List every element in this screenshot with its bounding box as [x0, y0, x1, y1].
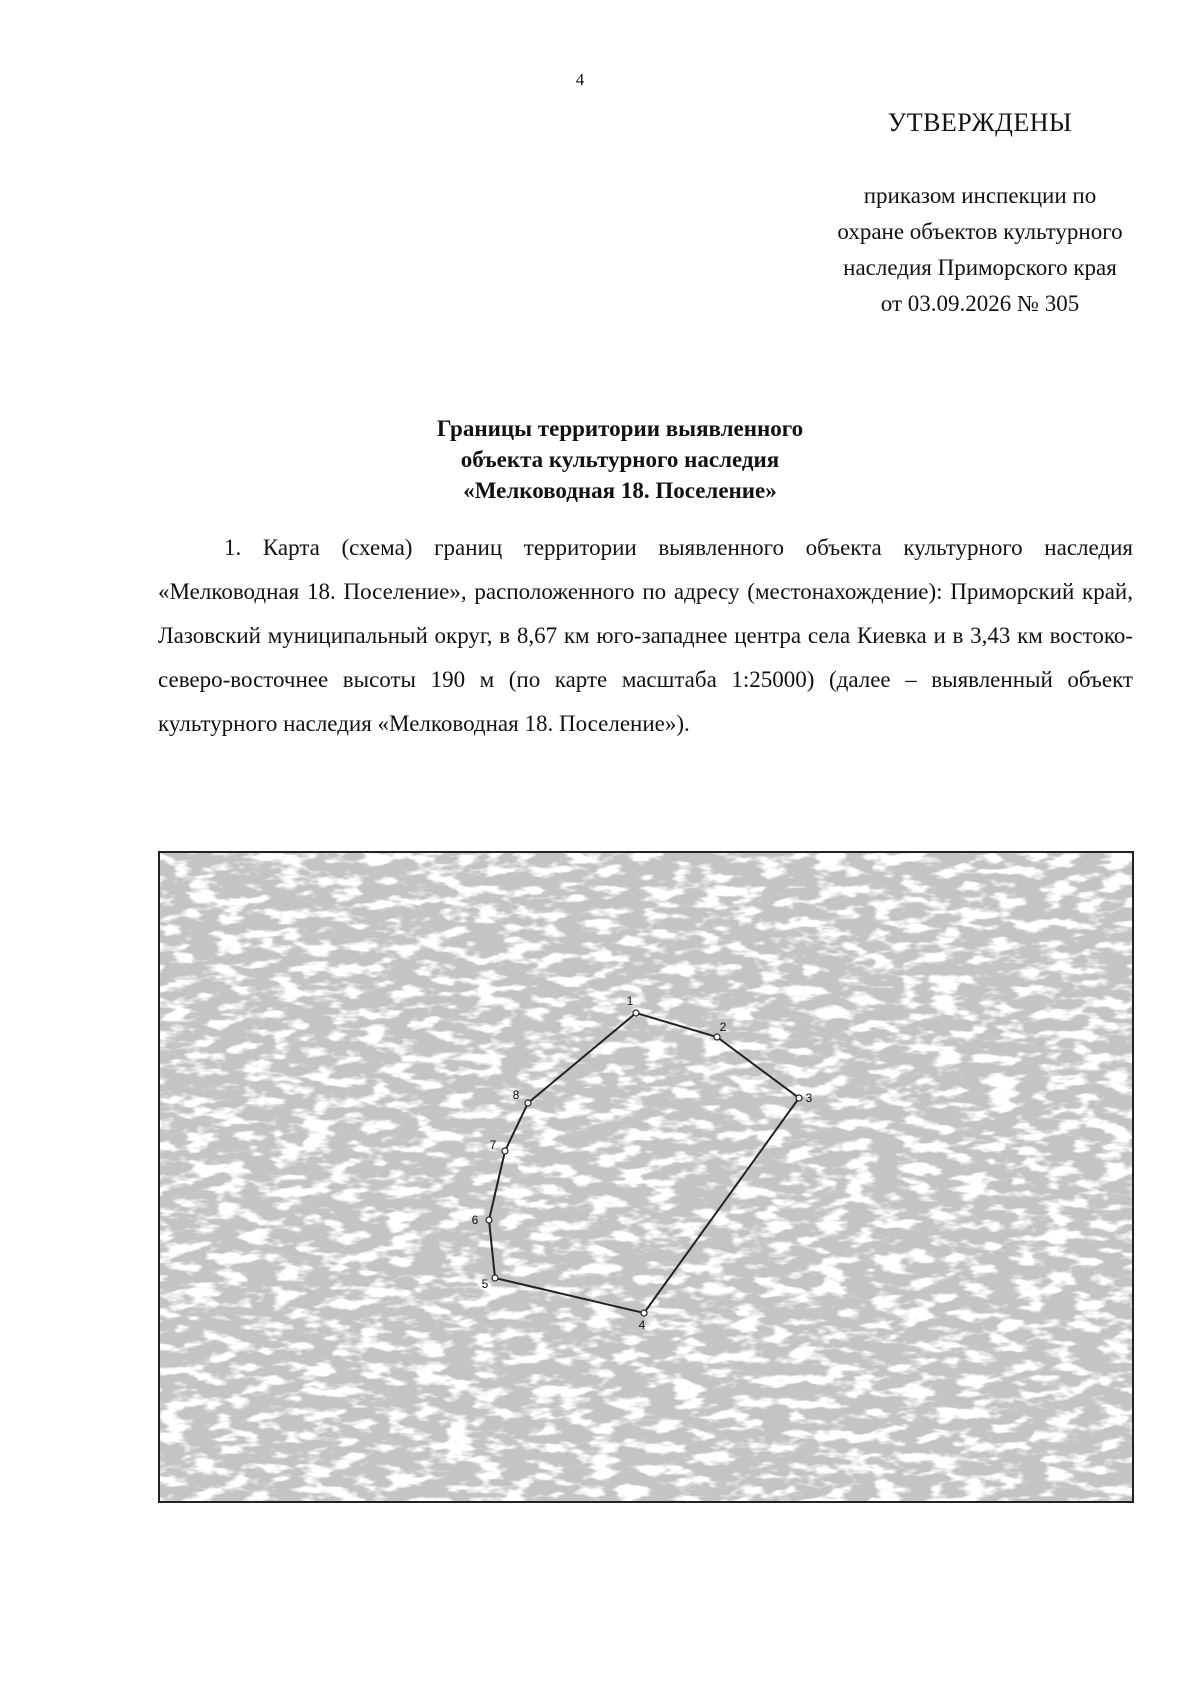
vertex-point-1 [633, 1010, 639, 1016]
vertex-point-4 [641, 1310, 647, 1316]
approval-lines [790, 178, 1170, 322]
approval-line: наследия Приморского края [843, 255, 1117, 280]
vertex-label-2: 2 [719, 1020, 727, 1034]
vertex-point-6 [486, 1217, 492, 1223]
approval-title: УТВЕРЖДЕНЫ [887, 108, 1073, 137]
vertex-label-3: 3 [805, 1091, 813, 1105]
document-title [300, 413, 940, 506]
title-line: Границы территории выявленного [436, 416, 804, 441]
vertex-point-8 [525, 1100, 531, 1106]
boundary-map-svg [160, 853, 1132, 1501]
vertex-label-8: 8 [512, 1088, 520, 1102]
approval-line: от 03.09.2026 № 305 [880, 291, 1080, 316]
vertex-point-3 [796, 1095, 802, 1101]
approval-block [790, 108, 1170, 322]
vertex-label-5: 5 [481, 1277, 489, 1291]
vertex-label-4: 4 [638, 1318, 646, 1332]
vertex-point-2 [714, 1034, 720, 1040]
vertex-label-7: 7 [489, 1138, 497, 1152]
page-number: 4 [575, 70, 585, 89]
title-line: объекта культурного наследия [460, 447, 780, 472]
vertex-label-1: 1 [626, 994, 634, 1008]
vertex-label-6: 6 [471, 1213, 479, 1227]
title-line: «Мелководная 18. Поселение» [463, 478, 777, 503]
vertex-point-5 [492, 1275, 498, 1281]
approval-line: охране объектов культурного [837, 219, 1123, 244]
approval-line: приказом инспекции по [863, 183, 1097, 208]
boundary-map [158, 851, 1134, 1503]
vertex-point-7 [502, 1148, 508, 1154]
paragraph-1: 1. Карта (схема) границ территории выявленного объекта культурного наследия «Мелководная 18. Поселение», расположенного по адресу (местонахождение): Приморский край, Лазовский муниципальный округ, в 8,67 км юго-западнее центра села Киевка и в 3,43 км востоко-северо-восточнее высоты 190 м (по карте масштаба 1:25000) (далее – выявленный объект культурного наследия «Мелководная 18. Поселение»). [158, 535, 1133, 736]
